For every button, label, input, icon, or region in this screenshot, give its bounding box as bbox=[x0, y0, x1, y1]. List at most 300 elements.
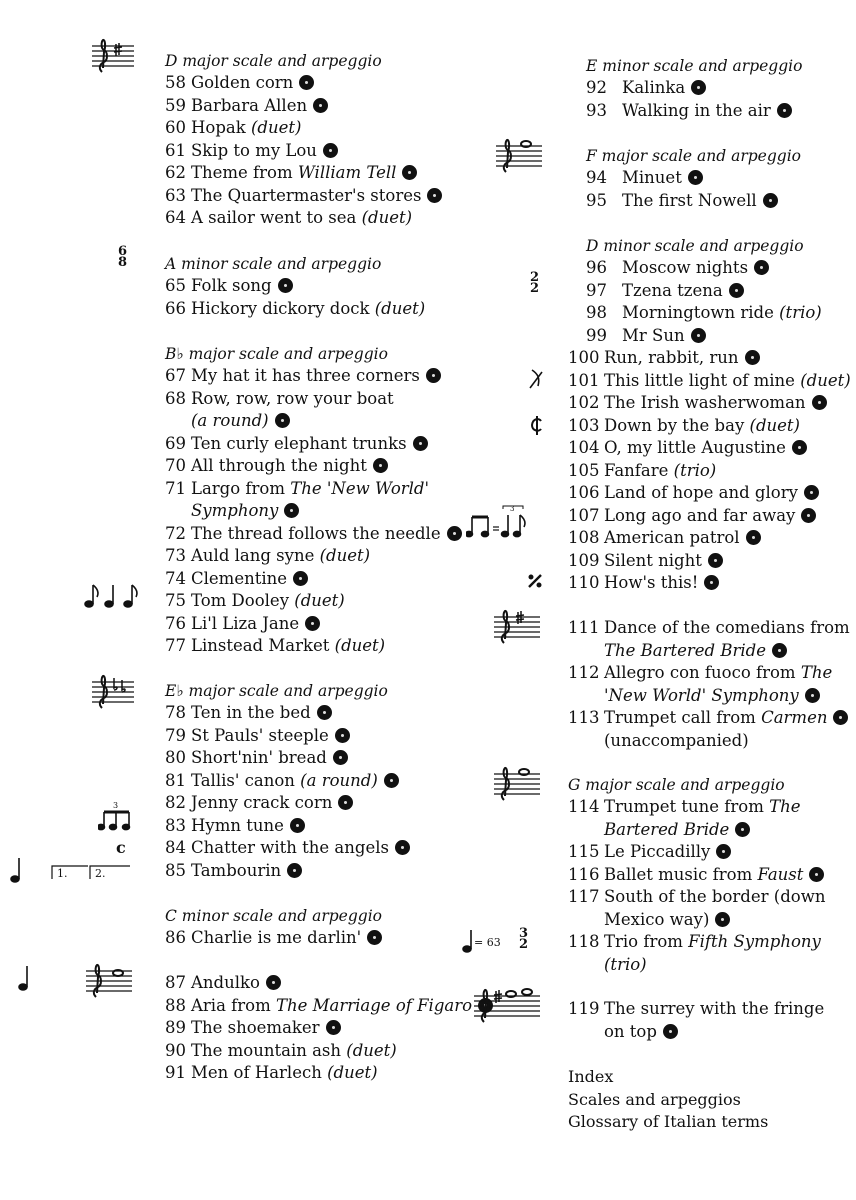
half-note-icon bbox=[10, 856, 22, 884]
half-note-icon bbox=[18, 964, 30, 992]
cd-track-icon bbox=[317, 705, 332, 720]
section-untitled-right-2 bbox=[568, 998, 848, 1043]
contents-entry[interactable] bbox=[165, 1062, 465, 1085]
entry-number: 101 bbox=[568, 370, 600, 390]
section-d-major bbox=[165, 50, 465, 230]
entry-continuation bbox=[568, 909, 848, 932]
entry-title: Trio from bbox=[604, 932, 689, 951]
time-sig-top: 3 bbox=[519, 926, 529, 941]
entry-number: 68 bbox=[165, 388, 186, 408]
time-sig-bottom: 8 bbox=[118, 255, 128, 270]
entry-number: 91 bbox=[165, 1063, 186, 1082]
entry-title: Minuet bbox=[622, 168, 682, 187]
entry-title: Walking in the air bbox=[622, 100, 771, 120]
contents-entry[interactable] bbox=[165, 478, 465, 501]
entry-title: Trumpet call from bbox=[604, 708, 762, 727]
contents-entry[interactable] bbox=[165, 388, 465, 411]
entry-title: Tallis' canon bbox=[191, 770, 295, 790]
entry-continuation bbox=[165, 410, 465, 433]
treble-clef-flats-icon bbox=[92, 674, 134, 710]
entry-number: 73 bbox=[165, 546, 186, 565]
section-e-minor bbox=[568, 55, 848, 122]
entry-note: (duet) bbox=[319, 546, 371, 565]
time-signature-2-2 bbox=[530, 272, 539, 294]
entry-title: How's this! bbox=[604, 573, 699, 592]
entry-number: 79 bbox=[165, 725, 186, 745]
cd-track-icon bbox=[772, 643, 787, 658]
entry-title: Short'nin' bread bbox=[191, 748, 327, 767]
contents-entry[interactable] bbox=[568, 415, 848, 438]
contents-entry[interactable] bbox=[165, 927, 465, 950]
contents-entry[interactable] bbox=[568, 482, 848, 505]
svg-text:1.: 1. bbox=[57, 867, 68, 880]
eighth-quarter-eighth-notes-icon bbox=[84, 583, 140, 609]
section-b-flat-major bbox=[165, 343, 465, 658]
entry-title: Li'l Liza Jane bbox=[191, 613, 300, 633]
entry-number: 86 bbox=[165, 928, 186, 947]
entry-number: 97 bbox=[586, 280, 607, 300]
cd-track-icon bbox=[715, 912, 730, 927]
entry-continuation bbox=[568, 730, 848, 753]
cd-track-icon bbox=[338, 795, 353, 810]
contents-entry[interactable] bbox=[586, 167, 848, 190]
entry-title: Chatter with the angels bbox=[191, 838, 389, 857]
cd-track-icon bbox=[323, 143, 338, 158]
contents-entry[interactable] bbox=[568, 998, 848, 1021]
cd-track-icon bbox=[691, 80, 706, 95]
cd-track-icon bbox=[293, 571, 308, 586]
entry-number: 88 bbox=[165, 995, 186, 1015]
entry-title: Largo from bbox=[191, 478, 291, 498]
cd-track-icon bbox=[335, 728, 350, 743]
entry-number: 60 bbox=[165, 118, 186, 137]
entry-number: 95 bbox=[586, 190, 607, 210]
section-heading: F major scale and arpeggio bbox=[586, 147, 801, 165]
entry-title: Tzena tzena bbox=[622, 280, 723, 300]
contents-entry[interactable] bbox=[586, 100, 848, 123]
contents-entry[interactable] bbox=[568, 841, 848, 864]
entry-number: 74 bbox=[165, 568, 186, 588]
entry-title: Tambourin bbox=[191, 860, 282, 880]
entry-title: Ten in the bed bbox=[191, 703, 311, 722]
entry-number: 63 bbox=[165, 185, 186, 205]
contents-entry[interactable] bbox=[165, 95, 465, 118]
tempo-marking bbox=[462, 928, 474, 954]
entry-title-italic: William Tell bbox=[297, 163, 397, 182]
entry-title: Silent night bbox=[604, 550, 702, 570]
time-sig-bottom: 2 bbox=[530, 281, 540, 296]
svg-text:3: 3 bbox=[510, 505, 515, 513]
cd-track-icon bbox=[299, 75, 314, 90]
entry-number: 75 bbox=[165, 591, 186, 610]
entry-number: 66 bbox=[165, 298, 186, 318]
contents-entry[interactable] bbox=[568, 347, 848, 370]
entry-title: Le Piccadilly bbox=[604, 842, 711, 861]
entry-number: 94 bbox=[586, 168, 607, 187]
entry-number: 119 bbox=[568, 999, 600, 1018]
contents-entry[interactable] bbox=[165, 275, 465, 298]
crossed-note-icon bbox=[528, 368, 544, 390]
contents-entry[interactable] bbox=[568, 662, 848, 685]
cd-track-icon bbox=[290, 818, 305, 833]
contents-entry[interactable] bbox=[568, 437, 848, 460]
entry-number: 65 bbox=[165, 276, 186, 295]
section-untitled-right-1 bbox=[568, 617, 848, 752]
entry-number: 112 bbox=[568, 663, 600, 682]
section-heading: E♭ major scale and arpeggio bbox=[165, 682, 388, 700]
contents-entry[interactable] bbox=[165, 298, 465, 321]
entry-title: South of the border (down bbox=[604, 887, 826, 906]
entry-number: 72 bbox=[165, 523, 186, 543]
entry-number: 104 bbox=[568, 438, 600, 457]
cd-track-icon bbox=[792, 440, 807, 455]
contents-entry[interactable] bbox=[165, 365, 465, 388]
entry-note: (duet) bbox=[334, 636, 386, 655]
entry-number: 69 bbox=[165, 433, 186, 453]
contents-entry[interactable] bbox=[568, 886, 848, 909]
contents-entry[interactable] bbox=[568, 617, 848, 640]
entry-title: Theme from bbox=[191, 163, 298, 182]
entry-title: Tom Dooley bbox=[191, 591, 290, 610]
treble-clef-sharps-icon bbox=[92, 38, 134, 74]
contents-entry[interactable] bbox=[165, 455, 465, 478]
cd-track-icon bbox=[402, 165, 417, 180]
cd-track-icon bbox=[333, 750, 348, 765]
cd-track-icon bbox=[663, 1024, 678, 1039]
cd-track-icon bbox=[708, 553, 723, 568]
entry-note: (a round) bbox=[191, 411, 269, 430]
contents-entry[interactable] bbox=[568, 460, 848, 483]
entry-number: 102 bbox=[568, 393, 600, 412]
cd-track-icon bbox=[801, 508, 816, 523]
cd-track-icon bbox=[266, 975, 281, 990]
entry-title: Auld lang syne bbox=[191, 546, 315, 565]
entry-number: 70 bbox=[165, 456, 186, 475]
contents-entry[interactable] bbox=[165, 747, 465, 770]
entry-title: Morningtown ride bbox=[622, 303, 774, 322]
entry-title-italic: Carmen bbox=[761, 708, 828, 727]
entry-title: Dance of the comedians from bbox=[604, 618, 850, 637]
contents-entry[interactable] bbox=[165, 207, 465, 230]
tempo-value: = 63 bbox=[474, 936, 501, 949]
entry-note: (duet) bbox=[800, 370, 851, 390]
contents-entry[interactable] bbox=[568, 796, 848, 819]
contents-entry[interactable] bbox=[165, 995, 473, 1018]
entry-note: (duet) bbox=[327, 1063, 378, 1082]
entry-title: A sailor went to sea bbox=[191, 208, 357, 227]
cd-track-icon bbox=[275, 413, 290, 428]
entry-title: Aria from bbox=[191, 995, 276, 1015]
swing-rhythm-icon bbox=[466, 505, 528, 539]
section-heading: G major scale and arpeggio bbox=[568, 776, 785, 794]
contents-entry[interactable] bbox=[165, 613, 465, 636]
cd-track-icon bbox=[395, 840, 410, 855]
entry-number: 76 bbox=[165, 613, 186, 633]
entry-title-italic: Fifth Symphony bbox=[688, 932, 821, 951]
entry-number: 93 bbox=[586, 100, 607, 120]
cd-track-icon bbox=[746, 530, 761, 545]
time-sig-top: 6 bbox=[118, 244, 128, 259]
entry-number: 78 bbox=[165, 703, 186, 722]
entry-title: Skip to my Lou bbox=[191, 140, 317, 160]
cd-track-icon bbox=[716, 844, 731, 859]
contents-entry[interactable] bbox=[568, 707, 848, 730]
entry-title: Down by the bay bbox=[604, 415, 745, 435]
cd-track-icon bbox=[729, 283, 744, 298]
section-untitled-left bbox=[165, 972, 473, 1085]
entry-title: Run, rabbit, run bbox=[604, 348, 739, 367]
entry-number: 83 bbox=[165, 815, 186, 835]
entry-title: Charlie is me darlin' bbox=[191, 928, 362, 947]
contents-entry[interactable] bbox=[165, 792, 465, 815]
cd-track-icon bbox=[313, 98, 328, 113]
contents-entry[interactable] bbox=[568, 505, 848, 528]
contents-entry[interactable] bbox=[568, 527, 848, 550]
entry-number: 108 bbox=[568, 528, 600, 547]
contents-entry[interactable] bbox=[165, 725, 465, 748]
contents-entry[interactable] bbox=[568, 572, 848, 595]
entry-title: This little light of mine bbox=[604, 370, 795, 390]
contents-entry[interactable] bbox=[165, 545, 465, 568]
entry-title: The thread follows the needle bbox=[191, 523, 441, 543]
entry-number: 77 bbox=[165, 636, 186, 655]
entry-title: The surrey with the fringe bbox=[604, 999, 825, 1018]
contents-entry[interactable] bbox=[165, 140, 465, 163]
entry-title: (unaccompanied) bbox=[604, 730, 749, 750]
cd-track-icon bbox=[373, 458, 388, 473]
cd-track-icon bbox=[804, 485, 819, 500]
cd-track-icon bbox=[691, 328, 706, 343]
entry-number: 96 bbox=[586, 258, 607, 277]
contents-entry[interactable] bbox=[165, 815, 465, 838]
entry-title: Ten curly elephant trunks bbox=[191, 433, 407, 453]
entry-number: 90 bbox=[165, 1040, 186, 1060]
triplet-notes-icon bbox=[98, 800, 132, 832]
time-sig-bottom: 2 bbox=[519, 937, 529, 952]
entry-note: (duet) bbox=[250, 118, 302, 137]
contents-entry[interactable] bbox=[165, 972, 465, 995]
back-matter-item[interactable]: Scales and arpeggios bbox=[568, 1089, 741, 1109]
contents-entry[interactable] bbox=[165, 433, 465, 456]
common-time-icon: c bbox=[116, 838, 126, 857]
contents-entry[interactable] bbox=[165, 1017, 465, 1040]
back-matter-item[interactable]: Glossary of Italian terms bbox=[568, 1112, 769, 1131]
entry-note: (trio) bbox=[673, 460, 717, 480]
entry-number: 62 bbox=[165, 163, 186, 182]
entry-title: Hymn tune bbox=[191, 815, 284, 835]
svg-text:3: 3 bbox=[113, 801, 119, 810]
entry-number: 59 bbox=[165, 95, 186, 115]
entry-title: Row, row, row your boat bbox=[191, 388, 394, 408]
treble-clef-sharp-notes-icon bbox=[474, 988, 540, 1024]
entry-title: Clementine bbox=[191, 568, 288, 588]
entry-number: 71 bbox=[165, 478, 186, 498]
contents-entry[interactable] bbox=[568, 931, 848, 954]
entry-title: Allegro con fuoco from bbox=[604, 663, 801, 682]
entry-title: My hat it has three corners bbox=[191, 366, 420, 385]
entry-number: 82 bbox=[165, 793, 186, 812]
contents-entry[interactable] bbox=[568, 280, 848, 303]
entry-continuation bbox=[568, 954, 848, 977]
entry-title: St Pauls' steeple bbox=[191, 725, 329, 745]
entry-title-italic: (trio) bbox=[604, 954, 647, 974]
contents-entry[interactable] bbox=[165, 702, 465, 725]
contents-entry[interactable] bbox=[165, 568, 465, 591]
contents-entry[interactable] bbox=[165, 162, 465, 185]
cd-track-icon bbox=[809, 867, 824, 882]
entry-number: 61 bbox=[165, 140, 186, 160]
contents-entry[interactable] bbox=[165, 185, 465, 208]
entry-title: Hopak bbox=[191, 118, 246, 137]
section-f-major bbox=[568, 145, 848, 212]
cd-track-icon bbox=[367, 930, 382, 945]
cd-track-icon bbox=[284, 503, 299, 518]
entry-note: (duet) bbox=[361, 208, 413, 227]
entry-number: 118 bbox=[568, 932, 600, 951]
contents-entry[interactable] bbox=[165, 635, 465, 658]
cd-track-icon bbox=[777, 103, 792, 118]
time-signature-3-2 bbox=[519, 928, 528, 950]
contents-entry[interactable] bbox=[165, 590, 465, 613]
entry-continuation bbox=[165, 500, 465, 523]
entry-note: (duet) bbox=[294, 591, 345, 610]
entry-title: Hickory dickory dock bbox=[191, 298, 370, 318]
entry-title: Long ago and far away bbox=[604, 505, 796, 525]
entry-title: O, my little Augustine bbox=[604, 438, 786, 457]
section-heading: E minor scale and arpeggio bbox=[586, 57, 803, 75]
entry-number: 107 bbox=[568, 505, 600, 525]
cd-track-icon bbox=[447, 526, 462, 541]
entry-continuation bbox=[568, 640, 848, 663]
contents-entry[interactable] bbox=[165, 523, 465, 546]
repeat-bar-icon bbox=[527, 573, 543, 589]
cd-track-icon bbox=[754, 260, 769, 275]
contents-entry[interactable] bbox=[165, 117, 465, 140]
entry-title: Moscow nights bbox=[622, 258, 749, 277]
back-matter-item[interactable]: Index bbox=[568, 1067, 614, 1086]
entry-number: 84 bbox=[165, 838, 186, 857]
cd-track-icon bbox=[384, 773, 399, 788]
entry-title: Land of hope and glory bbox=[604, 483, 798, 502]
entry-title-italic: Bartered Bride bbox=[604, 819, 730, 839]
cd-track-icon bbox=[278, 278, 293, 293]
entry-title: The Quartermaster's stores bbox=[191, 185, 422, 205]
entry-continuation bbox=[568, 685, 848, 708]
entry-title-italic: The bbox=[769, 797, 801, 816]
contents-entry[interactable] bbox=[165, 860, 465, 883]
entry-title-italic: Symphony bbox=[191, 501, 279, 520]
entry-number: 67 bbox=[165, 366, 186, 385]
entry-title: Fanfare bbox=[604, 460, 669, 480]
entry-title: American patrol bbox=[604, 528, 740, 547]
entry-title-italic: The Marriage of Figaro bbox=[275, 995, 473, 1015]
contents-entry[interactable] bbox=[165, 72, 465, 95]
treble-clef-sharp-icon bbox=[494, 609, 540, 645]
contents-entry[interactable] bbox=[165, 837, 465, 860]
entry-title: on top bbox=[604, 1021, 657, 1041]
entry-title: Andulko bbox=[191, 973, 260, 992]
svg-text:2.: 2. bbox=[95, 867, 106, 880]
contents-entry[interactable] bbox=[568, 302, 848, 325]
contents-entry[interactable] bbox=[568, 550, 848, 573]
entry-number: 85 bbox=[165, 860, 186, 880]
entry-number: 109 bbox=[568, 550, 600, 570]
entry-number: 81 bbox=[165, 770, 186, 790]
entry-title-italic: Faust bbox=[757, 864, 804, 884]
contents-entry[interactable] bbox=[165, 770, 465, 793]
time-sig-top: 2 bbox=[530, 270, 540, 285]
contents-entry[interactable] bbox=[586, 77, 848, 100]
contents-entry[interactable] bbox=[586, 190, 848, 213]
treble-clef-whole-note-icon bbox=[496, 138, 542, 174]
entry-note: (duet) bbox=[749, 415, 800, 435]
entry-number: 89 bbox=[165, 1018, 186, 1037]
entry-title: Linstead Market bbox=[191, 636, 330, 655]
entry-number: 105 bbox=[568, 460, 600, 480]
entry-number: 111 bbox=[568, 618, 600, 637]
entry-title: Kalinka bbox=[622, 78, 686, 97]
contents-entry[interactable] bbox=[568, 392, 848, 415]
contents-entry[interactable] bbox=[568, 864, 848, 887]
cd-track-icon bbox=[688, 170, 703, 185]
contents-entry[interactable] bbox=[568, 325, 848, 348]
entry-title: Mexico way) bbox=[604, 909, 710, 929]
entry-number: 92 bbox=[586, 78, 607, 97]
entry-number: 99 bbox=[586, 325, 607, 345]
section-heading: D major scale and arpeggio bbox=[165, 52, 382, 70]
entry-title-italic: The bbox=[800, 663, 833, 682]
entry-title: Men of Harlech bbox=[191, 1063, 322, 1082]
cd-track-icon bbox=[305, 616, 320, 631]
entry-number: 103 bbox=[568, 415, 600, 435]
entry-title-italic: The Bartered Bride bbox=[604, 640, 766, 660]
entry-title: Folk song bbox=[191, 276, 272, 295]
treble-clef-whole-notes-icon bbox=[86, 963, 132, 999]
contents-entry[interactable] bbox=[165, 1040, 465, 1063]
contents-entry[interactable] bbox=[568, 257, 848, 280]
section-c-minor bbox=[165, 905, 465, 950]
entry-number: 100 bbox=[568, 348, 600, 367]
entry-number: 80 bbox=[165, 748, 186, 767]
entry-number: 98 bbox=[586, 303, 607, 322]
entry-continuation bbox=[568, 819, 848, 842]
section-a-minor bbox=[165, 253, 465, 320]
entry-number: 64 bbox=[165, 208, 186, 227]
entry-number: 116 bbox=[568, 864, 600, 884]
entry-title: The mountain ash bbox=[191, 1040, 342, 1060]
entry-title: All through the night bbox=[191, 456, 367, 475]
entry-number: 117 bbox=[568, 887, 600, 906]
entry-number: 58 bbox=[165, 73, 186, 92]
contents-entry[interactable] bbox=[568, 370, 851, 393]
entry-number: 113 bbox=[568, 708, 600, 727]
entry-note: (duet) bbox=[374, 298, 426, 318]
repeat-endings-icon bbox=[50, 864, 132, 880]
cd-track-icon bbox=[426, 368, 441, 383]
cd-track-icon bbox=[745, 350, 760, 365]
cd-track-icon bbox=[833, 710, 848, 725]
entry-note: (a round) bbox=[300, 770, 378, 790]
cut-time-icon bbox=[529, 414, 545, 436]
cd-track-icon bbox=[413, 436, 428, 451]
entry-title: Mr Sun bbox=[622, 325, 685, 345]
entry-number: 110 bbox=[568, 573, 600, 592]
section-heading: B♭ major scale and arpeggio bbox=[165, 345, 388, 363]
entry-number: 106 bbox=[568, 483, 600, 502]
treble-clef-whole-note-icon bbox=[494, 766, 540, 802]
section-heading: C minor scale and arpeggio bbox=[165, 907, 382, 925]
entry-title: Jenny crack corn bbox=[191, 793, 333, 812]
